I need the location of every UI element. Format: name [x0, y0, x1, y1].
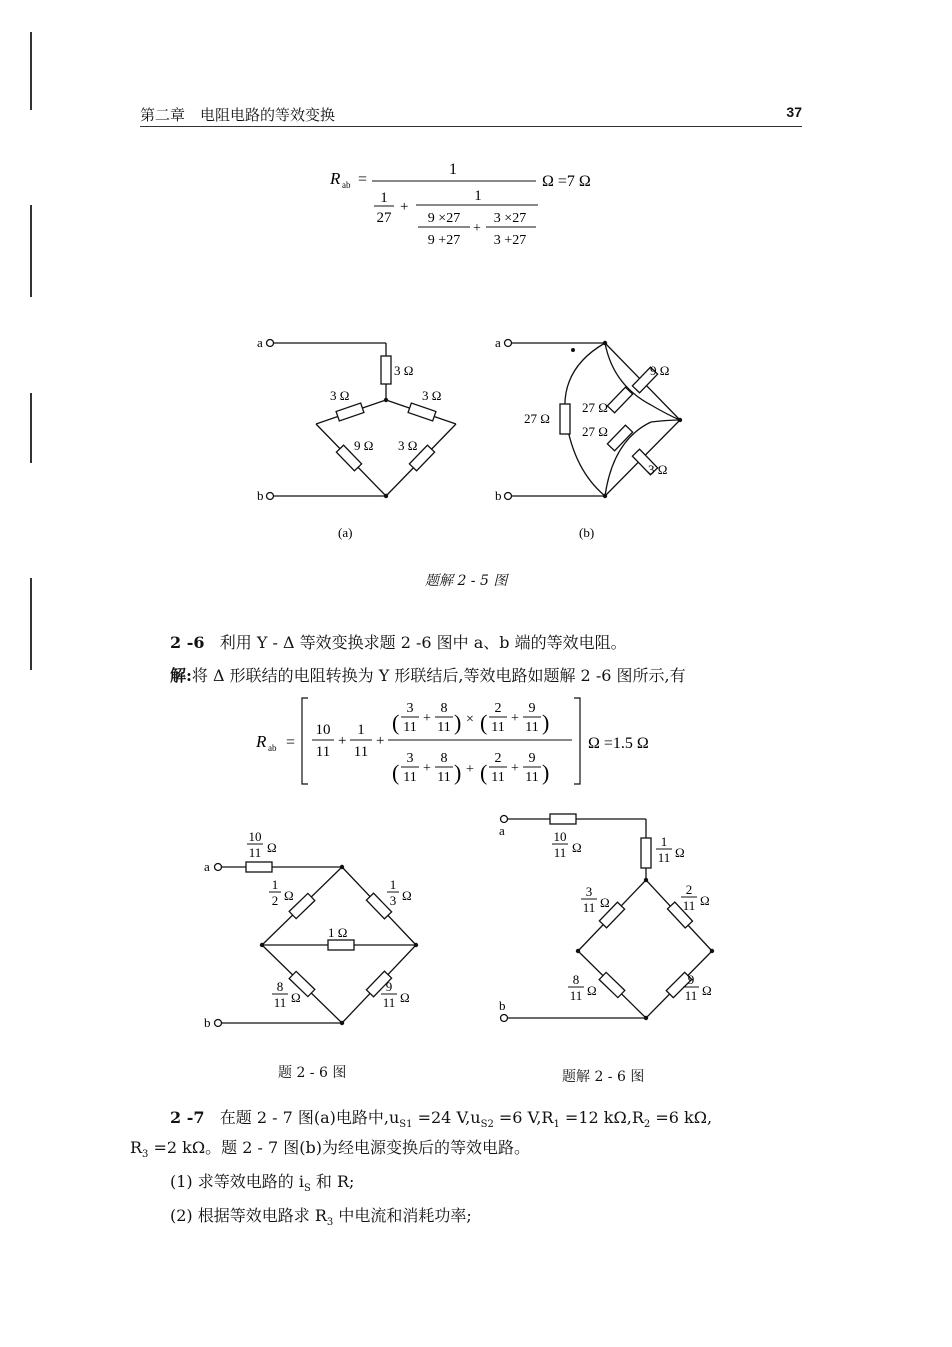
- chapter-title: 第二章 电阻电路的等效变换: [140, 106, 336, 124]
- fig26s-r-br-den: 11: [684, 988, 698, 1003]
- eq2-c-num: 2: [494, 701, 502, 716]
- fig26q-r-br-unit: Ω: [400, 990, 410, 1005]
- svg-text:+: +: [423, 711, 431, 726]
- page-number: 37: [786, 104, 802, 120]
- p27-q1-text-1: (1) 求等效电路的 i: [170, 1172, 304, 1191]
- scan-edge-mark: [30, 32, 32, 110]
- p27-us2-sub: S2: [480, 1119, 494, 1131]
- p27-q1-sub: S: [303, 1183, 311, 1195]
- eq2-f2-num: 1: [357, 722, 365, 738]
- eq1-t2-den: 3 +27: [493, 233, 527, 248]
- eq2-den-a-den: 11: [403, 770, 417, 785]
- eq1-lhs: R: [330, 169, 341, 188]
- fig26s-node-b: b: [499, 998, 506, 1013]
- fig26s-r-top-unit: Ω: [675, 845, 685, 860]
- fig26q-r-bl-unit: Ω: [291, 990, 301, 1005]
- eq2-f1-num: 10: [315, 722, 331, 738]
- eq1-lhs-sub: ab: [342, 180, 351, 190]
- svg-text:+: +: [376, 733, 385, 749]
- svg-text:(: (: [392, 760, 400, 785]
- eq2-result: Ω =1.5 Ω: [588, 735, 649, 752]
- fig26s-r-br-unit: Ω: [702, 983, 712, 998]
- scan-edge-mark: [30, 578, 32, 670]
- eq1-numerator: 1: [449, 161, 457, 178]
- svg-text:+: +: [466, 762, 474, 777]
- eq2-den-d-num: 9: [528, 751, 536, 766]
- p27-q1-text-2: 和 R;: [310, 1172, 355, 1191]
- fig25b-r-27-left: 27 Ω: [524, 411, 550, 426]
- fig26s-r-tl-den: 11: [582, 900, 596, 915]
- eq2-lhs: R: [256, 732, 267, 751]
- eq1-d1-den: 27: [376, 210, 392, 226]
- eq2-den-c-num: 2: [494, 751, 502, 766]
- svg-text:+: +: [338, 733, 347, 749]
- p27-text-5: =6 kΩ,: [650, 1108, 713, 1127]
- eq2-lhs-sub: ab: [268, 743, 277, 753]
- figure-2-5-b: [488, 330, 703, 545]
- problem-2-6-number: 2 -6: [170, 633, 205, 652]
- problem-2-7-number: 2 -7: [170, 1108, 205, 1127]
- eq2-d-den: 11: [525, 720, 539, 735]
- fig26q-r-bl-num: 8: [276, 979, 284, 994]
- eq2-b-num: 8: [440, 701, 448, 716]
- fig26q-r-tl-den: 2: [271, 893, 279, 908]
- figure-2-6-problem-caption: 题 2 - 6 图: [278, 1065, 347, 1081]
- eq1-t1-den: 9 +27: [427, 233, 461, 248]
- p27-text-3: =6 V,R: [493, 1108, 554, 1127]
- fig25a-node-a: a: [257, 335, 263, 350]
- equation-rab-1-5: [250, 690, 710, 790]
- solution-label: 解:: [170, 666, 192, 685]
- fig25a-r-left: 3 Ω: [330, 388, 350, 403]
- svg-text:(: (: [480, 760, 488, 785]
- figure-2-5-caption: 题解 2 - 5 图: [425, 573, 508, 589]
- figure-2-6-solution-caption: 题解 2 - 6 图: [562, 1069, 645, 1085]
- eq2-den-a-num: 3: [406, 751, 414, 766]
- fig26q-node-b: b: [204, 1015, 211, 1030]
- fig26q-r-tr-unit: Ω: [402, 888, 412, 903]
- p27-text-2: =24 V,u: [412, 1108, 481, 1127]
- svg-text:+: +: [400, 199, 409, 215]
- p27-us1-sub: S1: [399, 1119, 413, 1131]
- fig26s-r-top-num: 1: [660, 834, 668, 849]
- eq2-d-num: 9: [528, 701, 536, 716]
- fig26s-r-bl-den: 11: [569, 988, 583, 1003]
- svg-text:×: ×: [466, 712, 474, 727]
- p27-r1-sub: 1: [553, 1119, 560, 1131]
- fig26q-r-tr-num: 1: [389, 877, 397, 892]
- fig26s-r-in-unit: Ω: [572, 840, 582, 855]
- svg-text:): ): [542, 760, 550, 785]
- problem-2-6-text: 利用 Y - Δ 等效变换求题 2 -6 图中 a、b 端的等效电阻。: [219, 633, 627, 652]
- eq2-a-num: 3: [406, 701, 414, 716]
- fig26q-r-bl-den: 11: [273, 995, 287, 1010]
- fig25b-r-9: 9 Ω: [650, 363, 670, 378]
- fig25b-r-27-mid1: 27 Ω: [582, 400, 608, 415]
- fig26s-r-bl-num: 8: [572, 972, 580, 987]
- fig26q-r-br-den: 11: [382, 995, 396, 1010]
- page-header: [140, 104, 802, 127]
- eq1-d2-num: 1: [474, 188, 482, 204]
- figure-2-6-solution: [490, 808, 730, 1030]
- eq2-den-b-den: 11: [437, 770, 451, 785]
- problem-2-7-line-2: [130, 1134, 530, 1169]
- fig26q-r-in-den: 11: [248, 845, 262, 860]
- solution-2-6: [170, 662, 686, 690]
- eq1-result: Ω =7 Ω: [542, 173, 591, 190]
- svg-text:): ): [454, 760, 462, 785]
- fig25a-r-top: 3 Ω: [394, 363, 414, 378]
- fig25a-r-bottom-left: 9 Ω: [354, 438, 374, 453]
- scan-edge-mark: [30, 393, 32, 463]
- eq2-b-den: 11: [437, 720, 451, 735]
- svg-text:=: =: [358, 171, 368, 188]
- svg-text:=: =: [286, 734, 296, 751]
- solution-2-6-text: 将 Δ 形联结的电阻转换为 Y 形联结后,等效电路如题解 2 -6 图所示,有: [191, 666, 686, 685]
- eq2-c-den: 11: [491, 720, 505, 735]
- fig25b-node-a: a: [495, 335, 501, 350]
- eq1-d1-num: 1: [380, 190, 388, 206]
- svg-text:(: (: [480, 710, 488, 735]
- problem-2-6: [170, 629, 627, 657]
- problem-2-7-question-1: [170, 1168, 354, 1203]
- fig25a-node-b: b: [257, 488, 264, 503]
- fig25b-r-27-mid2: 27 Ω: [582, 424, 608, 439]
- p27-text-1: 在题 2 - 7 图(a)电路中,u: [219, 1108, 400, 1127]
- p27-text-4: =12 kΩ,R: [559, 1108, 644, 1127]
- svg-text:): ): [542, 710, 550, 735]
- svg-text:+: +: [473, 221, 481, 236]
- problem-2-7-question-2: [170, 1202, 472, 1237]
- fig26q-r-tl-unit: Ω: [284, 888, 294, 903]
- eq2-den-c-den: 11: [491, 770, 505, 785]
- eq2-den-d-den: 11: [525, 770, 539, 785]
- fig26s-r-tl-num: 3: [585, 884, 593, 899]
- fig26s-r-top-den: 11: [657, 850, 671, 865]
- svg-text:+: +: [511, 761, 519, 776]
- svg-text:): ): [454, 710, 462, 735]
- p27-q2-sub: 3: [326, 1217, 334, 1229]
- fig26s-r-in-den: 11: [553, 845, 567, 860]
- fig26s-r-br-num: 9: [687, 972, 695, 987]
- fig26q-r-tl-num: 1: [271, 877, 279, 892]
- p27-r3-sub: 3: [142, 1149, 149, 1161]
- fig25b-r-3: 3 Ω: [648, 462, 668, 477]
- fig26q-r-tr-den: 3: [389, 893, 397, 908]
- figure-2-5-a: [250, 330, 480, 545]
- fig26q-r-mid: 1 Ω: [328, 925, 348, 940]
- fig25a-r-right: 3 Ω: [422, 388, 442, 403]
- svg-text:+: +: [511, 711, 519, 726]
- eq2-f2-den: 11: [353, 744, 369, 760]
- fig26q-r-in-num: 10: [248, 829, 262, 844]
- eq1-t1-num: 9 ×27: [427, 211, 461, 226]
- p27-q2-text-1: (2) 根据等效电路求 R: [170, 1206, 327, 1225]
- svg-text:(: (: [392, 710, 400, 735]
- fig26s-node-a: a: [499, 823, 505, 838]
- fig26s-r-tr-den: 11: [682, 898, 696, 913]
- fig25a-caption: (a): [338, 525, 353, 540]
- scan-edge-mark: [30, 205, 32, 297]
- fig26q-node-a: a: [204, 859, 210, 874]
- fig25b-node-b: b: [495, 488, 502, 503]
- fig25a-r-bottom-right: 3 Ω: [398, 438, 418, 453]
- fig26q-r-br-num: 9: [385, 979, 393, 994]
- svg-text:+: +: [423, 761, 431, 776]
- p27-text-6: R: [130, 1138, 143, 1157]
- equation-rab-7: [320, 150, 640, 260]
- eq2-den-b-num: 8: [440, 751, 448, 766]
- eq2-a-den: 11: [403, 720, 417, 735]
- fig26q-r-in-unit: Ω: [267, 840, 277, 855]
- fig26s-r-tr-unit: Ω: [700, 893, 710, 908]
- p27-text-7: =2 kΩ。题 2 - 7 图(b)为经电源变换后的等效电路。: [148, 1138, 530, 1157]
- eq1-t2-num: 3 ×27: [493, 211, 527, 226]
- p27-r2-sub: 2: [643, 1119, 651, 1131]
- fig26s-r-tl-unit: Ω: [600, 895, 610, 910]
- fig26s-r-tr-num: 2: [685, 882, 693, 897]
- fig25b-caption: (b): [579, 525, 595, 540]
- fig26s-r-bl-unit: Ω: [587, 983, 597, 998]
- p27-q2-text-2: 中电流和消耗功率;: [333, 1206, 472, 1225]
- eq2-f1-den: 11: [315, 744, 331, 760]
- fig26s-r-in-num: 10: [553, 829, 567, 844]
- figure-2-6-problem: [200, 825, 440, 1040]
